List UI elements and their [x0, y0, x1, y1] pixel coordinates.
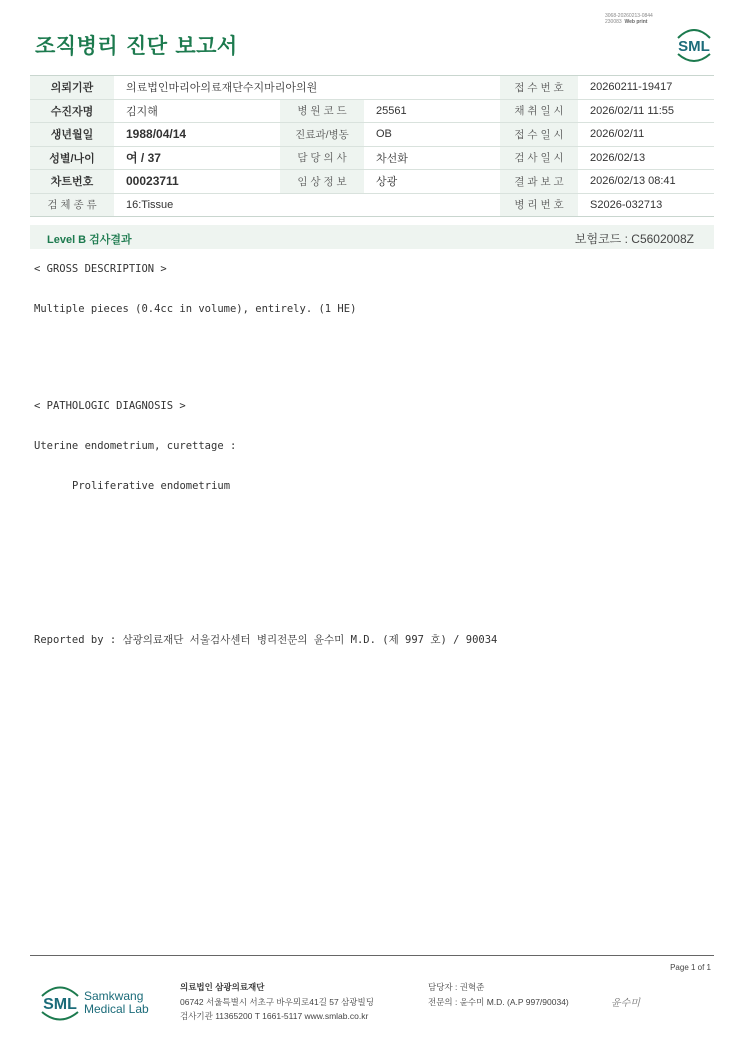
report-date-label: 결 과 보 고 — [500, 170, 578, 194]
table-row — [30, 193, 714, 217]
org-name: 의료법인 삼광의료재단 — [180, 982, 265, 992]
print-id-line1: 3068-20260213-0844 — [605, 13, 653, 19]
level-result-bar — [30, 225, 714, 249]
table-row — [30, 146, 714, 170]
pathologic-diagnosis-header: < PATHOLOGIC DIAGNOSIS > — [34, 400, 186, 412]
collection-date-value: 2026/02/11 11:55 — [578, 99, 714, 123]
lab-address-block — [180, 980, 374, 1024]
table-row — [30, 99, 714, 123]
lab-name-line1: Samkwang — [84, 989, 144, 1003]
department-label: 진료과/병동 — [280, 123, 364, 147]
chart-number-value: 00023711 — [114, 170, 280, 194]
receipt-date-label: 접 수 일 시 — [500, 123, 578, 147]
receipt-date-value: 2026/02/11 — [578, 123, 714, 147]
report-title: 조직병리 진단 보고서 — [35, 34, 238, 58]
print-id-line2: 230083 Web print — [605, 19, 648, 25]
diagnosis-result: Proliferative endometrium — [72, 480, 231, 492]
patient-name-label: 수진자명 — [30, 99, 114, 123]
requesting-org-label: 의뢰기관 — [30, 76, 114, 100]
gross-description-text: Multiple pieces (0.4cc in volume), entirely. (1 HE) — [34, 303, 357, 315]
specimen-type-value: 16:Tissue — [114, 193, 500, 217]
physician-label: 담 당 의 사 — [280, 146, 364, 170]
report-date-value: 2026/02/13 08:41 — [578, 170, 714, 194]
page-number: Page 1 of 1 — [670, 963, 711, 972]
requesting-org-value: 의료법인마리아의료재단수지마리아의원 — [114, 76, 500, 100]
clinical-info-value: 상광 — [364, 170, 500, 194]
receipt-number-value: 20260211-19417 — [578, 76, 714, 100]
table-row — [30, 170, 714, 194]
birth-date-label: 생년월일 — [30, 123, 114, 147]
table-row — [30, 123, 714, 147]
lab-name-line2: Medical Lab — [84, 1002, 149, 1016]
footer-divider — [30, 955, 714, 956]
gross-description-header: < GROSS DESCRIPTION > — [34, 263, 167, 275]
specialist-line: 전문의 : 윤수미 M.D. (A.P 997/90034) — [428, 996, 569, 1007]
signature: 윤수미 — [611, 998, 640, 1009]
lab-contact: 검사기관 11365200 T 1661-5117 www.smlab.co.kr — [180, 1011, 369, 1021]
print-id — [605, 13, 653, 25]
table-row — [30, 76, 714, 100]
department-value: OB — [364, 123, 500, 147]
chart-number-label: 차트번호 — [30, 170, 114, 194]
diagnosis-site: Uterine endometrium, curettage : — [34, 440, 237, 452]
hospital-code-label: 병 원 코 드 — [280, 99, 364, 123]
lab-name — [84, 990, 149, 1016]
sml-logo-text: SML — [678, 38, 710, 55]
lab-address: 06742 서울특별시 서초구 바우뫼로41길 57 삼광빌딩 — [180, 996, 374, 1007]
pathology-number-value: S2026-032713 — [578, 193, 714, 217]
test-date-label: 검 사 일 시 — [500, 146, 578, 170]
sml-logo — [672, 24, 716, 64]
specimen-type-label: 검 체 종 류 — [30, 193, 114, 217]
reported-by: Reported by : 삼광의료재단 서울검사센터 병리전문의 윤수미 M.D. (제 997 호) / 90034 — [34, 634, 498, 646]
hospital-code-value: 25561 — [364, 99, 500, 123]
staff-block — [428, 980, 569, 1009]
manager-line: 담당자 : 권혁준 — [428, 982, 485, 992]
physician-value: 차선화 — [364, 146, 500, 170]
sex-age-label: 성별/나이 — [30, 146, 114, 170]
patient-info-table — [30, 75, 714, 217]
sex-age-value: 여 / 37 — [114, 146, 280, 170]
sml-footer-logo — [37, 980, 83, 1024]
patient-name-value: 김지해 — [114, 99, 280, 123]
test-date-value: 2026/02/13 — [578, 146, 714, 170]
insurance-code: 보험코드 : C5602008Z — [574, 232, 694, 246]
collection-date-label: 채 취 일 시 — [500, 99, 578, 123]
birth-date-value: 1988/04/14 — [114, 123, 280, 147]
clinical-info-label: 임 상 정 보 — [280, 170, 364, 194]
sml-footer-logo-text: SML — [43, 996, 77, 1013]
pathology-number-label: 병 리 번 호 — [500, 193, 578, 217]
receipt-number-label: 접 수 번 호 — [500, 76, 578, 100]
level-result-label: Level B 검사결과 — [47, 234, 132, 246]
